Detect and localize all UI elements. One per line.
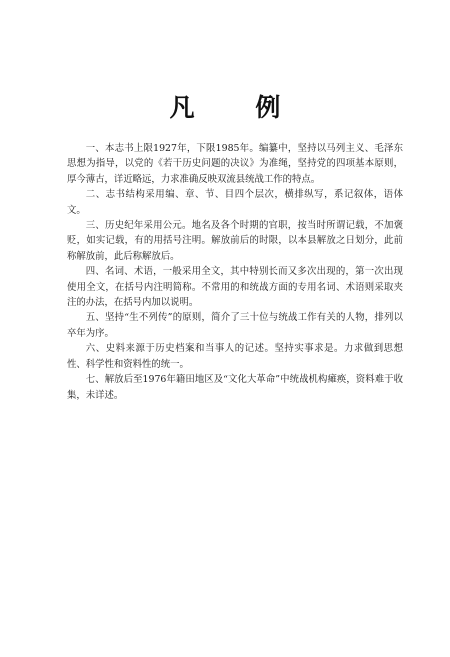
paragraph-7: 七、解放后至1976年籍田地区及“文化大革命”中统战机构瘫痪，资料难于收集，未详述。 — [67, 374, 403, 401]
paragraph-3: 三、历史纪年采用公元。地名及各个时期的官职，按当时所谓记载，不加褒贬，如实记载，有的用括号注明。解放前后的时限，以本县解放之日划分，此前称解放前，此后称解放后。 — [67, 220, 403, 262]
paragraph-1: 一、本志书上限1927年，下限1985年。编纂中，坚持以马列主义、毛泽东思想为指导，以党的《若干历史问题的决议》为准绳，坚持党的四项基本原则，厚今薄古，详近略远，力求准确反映双流县统战工作的特点。 — [67, 143, 403, 185]
paragraph-6: 六、史料来源于历史档案和当事人的记述。坚持实事求是。力求做到思想性、科学性和资料性的统一。 — [67, 343, 403, 370]
document-body — [67, 141, 403, 403]
paragraph-2: 二、志书结构采用编、章、节、目四个层次，横排纵写，系记叙体，语体文。 — [67, 189, 403, 216]
page-title: 凡 例 — [169, 93, 307, 122]
paragraph-5: 五、坚持“生不列传”的原则，简介了三十位与统战工作有关的人物，排列以卒年为序。 — [67, 312, 403, 339]
paragraph-4: 四、名词、术语，一般采用全文，其中特别长而又多次出现的，第一次出现使用全文，在括号内注明简称。不常用的和统战方面的专用名词、术语则采取夹注的办法，在括号内加以说明。 — [67, 266, 403, 309]
